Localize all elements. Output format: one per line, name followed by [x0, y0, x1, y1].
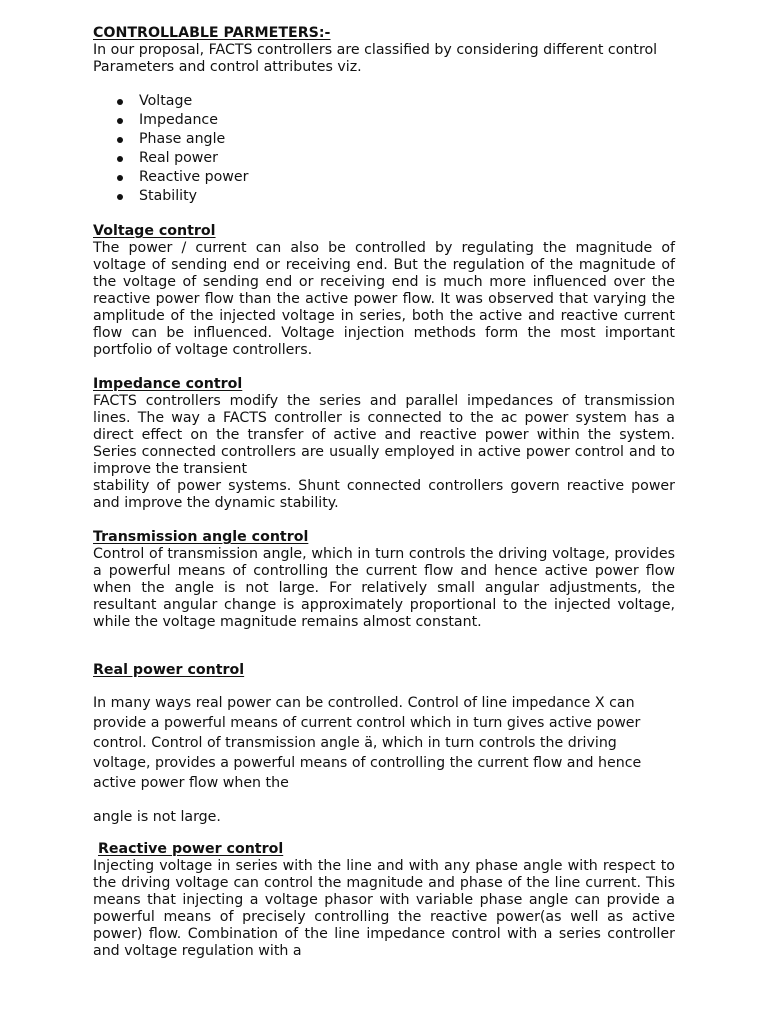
transmission-angle-heading: Transmission angle control	[93, 529, 309, 545]
voltage-control-heading: Voltage control	[93, 223, 216, 239]
intro-line-2: Parameters and control attributes viz.	[93, 59, 362, 75]
document-page	[93, 25, 675, 960]
spacer	[93, 679, 675, 693]
intro-line-1: In our proposal, FACTS controllers are classified by considering different control	[93, 42, 658, 58]
real-power-body-1: In many ways real power can be controlled. Control of line impedance X can provide a powerful means of current control which in turn gives active power control. Control of transmission angle ä, which in turn controls the driving voltage, provides a powerful means of controlling the current flow and hence active power flow when the	[93, 695, 642, 791]
spacer	[93, 512, 675, 529]
list-item: Reactive power	[93, 168, 675, 187]
transmission-angle-body: Control of transmission angle, which in turn controls the driving voltage, provides a powerful means of controlling the current flow and hence active power flow when the angle is not large. For relatively small angular adjustments, the resultant angular change is approximately proportional to the injected voltage, while the voltage magnitude remains almost constant.	[93, 546, 675, 630]
impedance-control-body-1: FACTS controllers modify the series and parallel impedances of transmission lines. The way a FACTS controller is connected to the ac power system has a direct effect on the transfer of active and reactive power within the system. Series connected controllers are usually employed in active power control and to improve the transient	[93, 393, 675, 477]
list-item: Impedance	[93, 111, 675, 130]
list-item: Real power	[93, 149, 675, 168]
impedance-control-heading: Impedance control	[93, 376, 243, 392]
spacer	[93, 793, 675, 807]
reactive-power-heading: Reactive power control	[98, 841, 284, 857]
spacer	[93, 827, 675, 841]
document-title: CONTROLLABLE PARMETERS:-	[93, 25, 331, 41]
spacer	[93, 631, 675, 662]
list-item: Stability	[93, 187, 675, 206]
voltage-control-body: The power / current can also be controlled by regulating the magnitude of voltage of sending end or receiving end. But the regulation of the magnitude of the voltage of sending end or receiving end is much more influenced over the reactive power flow than the active power flow. It was observed that varying the amplitude of the injected voltage in series, both the active and reactive current flow can be influenced. Voltage injection methods form the most important portfolio of voltage controllers.	[93, 240, 675, 358]
reactive-power-body: Injecting voltage in series with the line and with any phase angle with respect to the driving voltage can control the magnitude and phase of the line current. This means that injecting a voltage phasor with variable phase angle can provide a powerful means of precisely controlling the reactive power(as well as active power) flow. Combination of the line impedance control with a series controller and voltage regulation with a	[93, 858, 675, 959]
list-item: Voltage	[93, 92, 675, 111]
spacer	[93, 359, 675, 376]
impedance-control-body-2: stability of power systems. Shunt connected controllers govern reactive power and improve the dynamic stability.	[93, 478, 675, 511]
parameter-list	[93, 92, 675, 206]
list-item: Phase angle	[93, 130, 675, 149]
real-power-heading: Real power control	[93, 662, 245, 678]
real-power-body-2: angle is not large.	[93, 809, 221, 825]
